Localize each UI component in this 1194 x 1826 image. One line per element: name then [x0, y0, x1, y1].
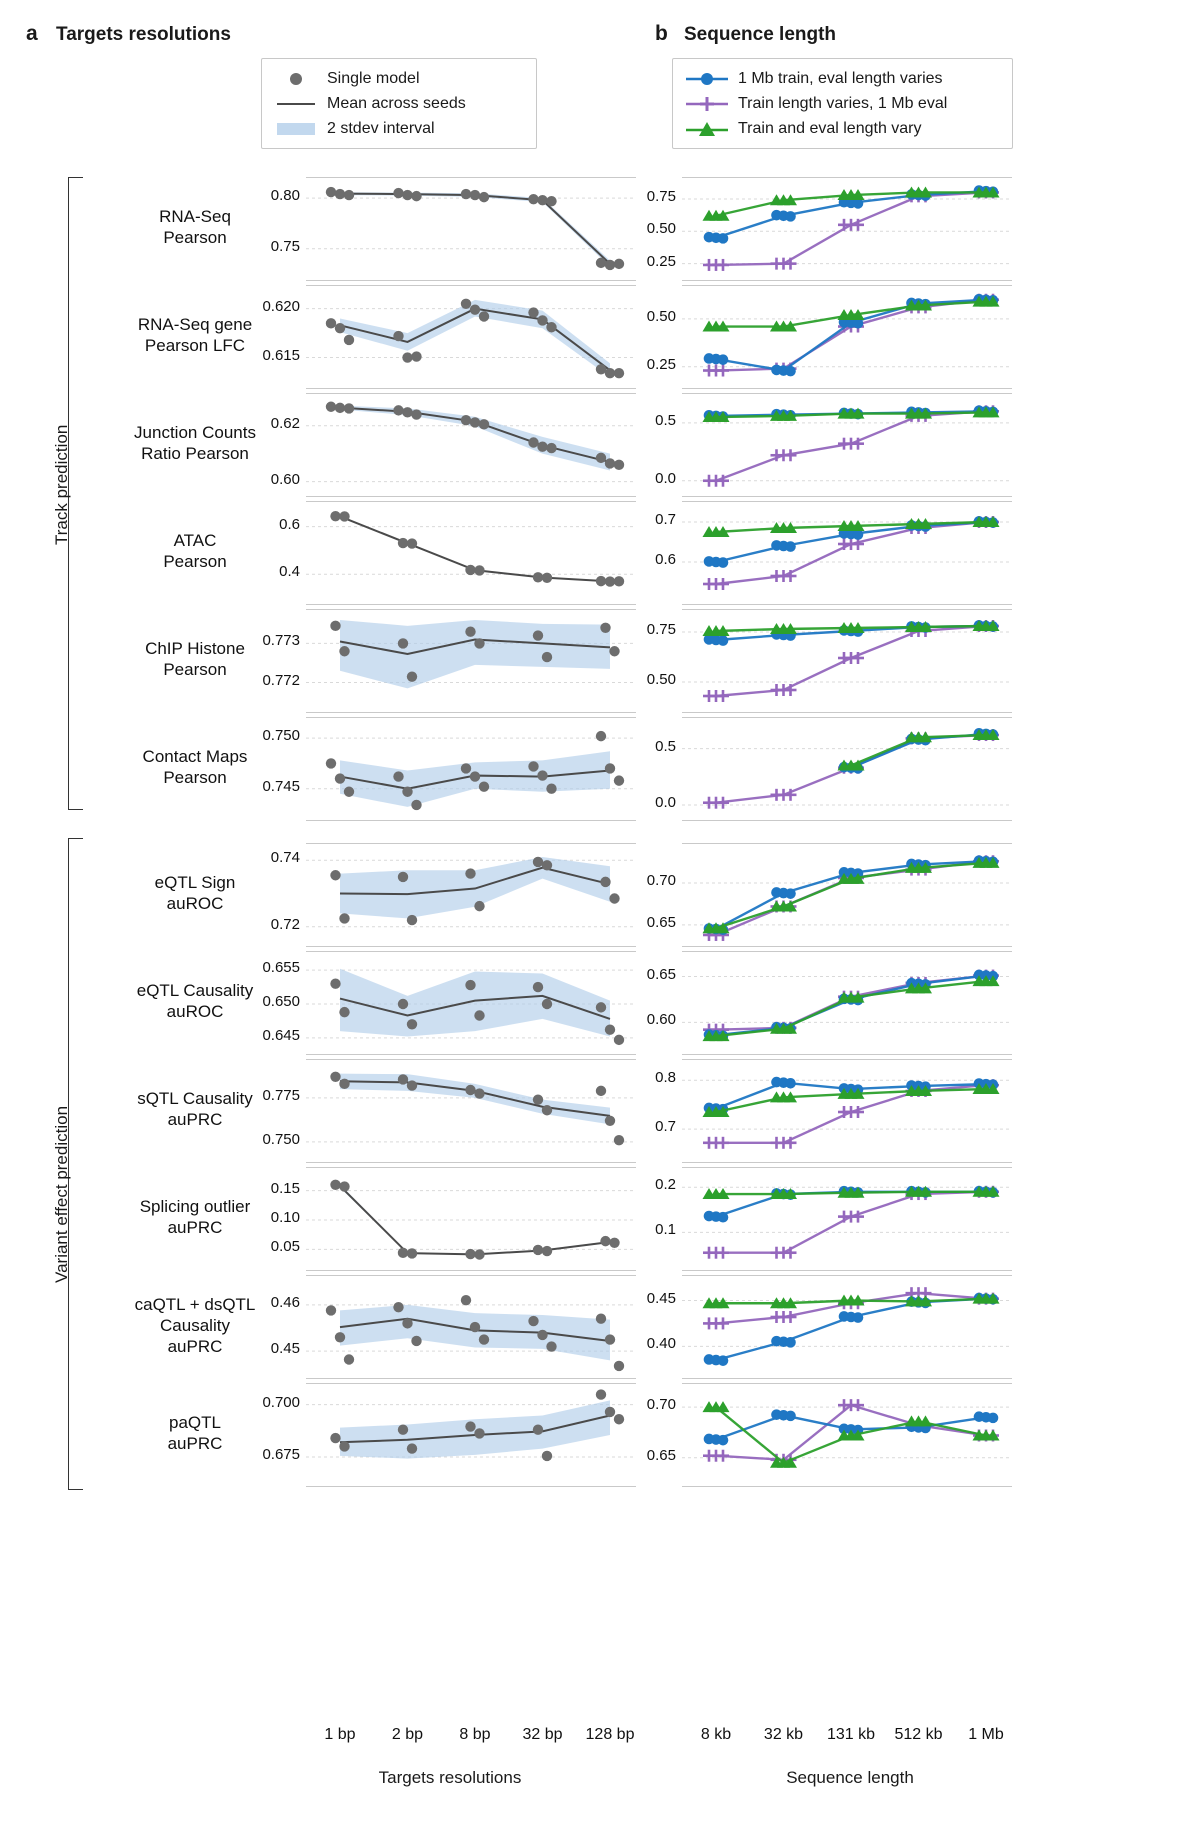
- y-tick-label: 0.6: [655, 551, 676, 568]
- mean-line-icon: [274, 98, 318, 110]
- y-tick-label: 0.80: [270, 187, 300, 205]
- y-tick-label: 0.615: [262, 346, 300, 364]
- group-label-track-prediction: Track prediction: [52, 424, 71, 545]
- x-tick-label-a: 8 bp: [459, 1726, 491, 1743]
- row-label-line: Splicing outlier: [139, 1197, 251, 1216]
- row-label-line: auROC: [166, 1002, 224, 1022]
- y-tick-label: 0.750: [262, 727, 300, 745]
- y-tick-label: 0.2: [655, 1176, 676, 1194]
- y-tick-label: 0.1: [655, 1221, 676, 1239]
- row-label: [95, 872, 295, 915]
- y-tick-label: 0.65: [646, 1446, 676, 1464]
- row-label-line: Pearson: [163, 660, 227, 680]
- row-label-line: auPRC: [167, 1218, 223, 1238]
- y-tick-label: 0.7: [655, 511, 676, 528]
- row-label-line: auPRC: [167, 1434, 223, 1454]
- y-tick-label: 0.50: [646, 671, 676, 688]
- y-tick-label: 0.7: [655, 1118, 676, 1136]
- subplot-b: [682, 1167, 1012, 1271]
- y-tick-label: 0.775: [262, 1086, 300, 1104]
- y-tick-label: 0.0: [655, 469, 676, 487]
- y-tick-label: 0.75: [646, 621, 676, 638]
- legend-label: 2 stdev interval: [327, 119, 435, 137]
- row-label-line: ChIP Histone: [145, 639, 245, 658]
- y-tick-label: 0.773: [262, 632, 300, 650]
- y-tick-label: 0.5: [655, 737, 676, 755]
- y-tick-label: 0.655: [262, 959, 300, 977]
- y-tick-label: 0.675: [262, 1445, 300, 1463]
- y-tick-label: 0.40: [646, 1335, 676, 1353]
- y-tick-label: 0.645: [262, 1026, 300, 1044]
- y-tick-label: 0.4: [279, 563, 300, 581]
- row-label-line: auPRC: [167, 1337, 223, 1356]
- subplot-a: [306, 177, 636, 281]
- subplot-a: [306, 501, 636, 605]
- x-tick-label-a: 32 bp: [522, 1726, 563, 1743]
- y-tick-label: 0.8: [655, 1069, 676, 1087]
- row-label-line: ATAC: [173, 531, 217, 550]
- subplot-b: [682, 1383, 1012, 1487]
- panel-b-tag: b: [655, 22, 668, 45]
- group-label-variant-effect-prediction: Variant effect prediction: [52, 1105, 71, 1283]
- subplot-b: [682, 1275, 1012, 1379]
- panel-b-title: Sequence length: [684, 24, 837, 45]
- x-tick-label-b: 8 kb: [700, 1726, 732, 1743]
- subplot-a: [306, 843, 636, 947]
- y-tick-label: 0.745: [262, 777, 300, 795]
- y-tick-label: 0.45: [270, 1340, 300, 1358]
- row-label-line: Pearson LFC: [144, 336, 246, 356]
- row-label-line: Ratio Pearson: [141, 444, 249, 464]
- row-label-line: auROC: [166, 894, 224, 914]
- y-tick-label: 0.05: [270, 1238, 300, 1256]
- subplot-b: [682, 717, 1012, 821]
- subplot-a: [306, 1167, 636, 1271]
- legend-label: Train length varies, 1 Mb eval: [738, 94, 948, 112]
- subplot-b: [682, 501, 1012, 605]
- y-tick-label: 0.72: [270, 915, 300, 933]
- row-label-line: Pearson: [163, 228, 227, 248]
- row-label-line: sQTL Causality: [137, 1089, 253, 1108]
- subplot-b: [682, 843, 1012, 947]
- y-tick-label: 0.700: [262, 1393, 300, 1411]
- legend-item: [685, 116, 1000, 141]
- subplot-a: [306, 1275, 636, 1379]
- x-tick-label-b: 32 kb: [763, 1726, 804, 1743]
- legend-item: [685, 66, 1000, 91]
- x-tick-label-a: 2 bp: [391, 1726, 424, 1743]
- legend-item: [274, 116, 524, 141]
- row-label-line: Junction Counts: [134, 423, 256, 442]
- subplot-a: [306, 393, 636, 497]
- y-tick-label: 0.50: [646, 220, 676, 238]
- subplot-a: [306, 1383, 636, 1487]
- legend-label: Single model: [327, 69, 420, 87]
- row-label-line: caQTL + dsQTL: [134, 1294, 256, 1314]
- plus-marker-icon: [685, 96, 729, 112]
- y-tick-label: 0.6: [279, 515, 300, 533]
- row-label-line: eQTL Sign: [154, 873, 236, 892]
- legend-item: [274, 91, 524, 116]
- subplot-b: [682, 609, 1012, 713]
- x-tick-label-a: 1 bp: [324, 1726, 356, 1743]
- panel-a-xaxis-title: Targets resolutions: [378, 1768, 522, 1787]
- y-tick-label: 0.772: [262, 671, 300, 689]
- subplot-a: [306, 1059, 636, 1163]
- y-tick-label: 0.15: [270, 1179, 300, 1197]
- y-tick-label: 0.46: [270, 1293, 300, 1311]
- subplot-b: [682, 1059, 1012, 1163]
- row-label-line: RNA-Seq: [159, 207, 231, 226]
- row-label-line: Pearson: [163, 768, 227, 788]
- y-tick-label: 0.75: [270, 237, 300, 255]
- triangle-marker-icon: [685, 121, 729, 137]
- legend-item: [274, 66, 524, 91]
- subplot-a: [306, 951, 636, 1055]
- subplot-a: [306, 717, 636, 821]
- y-tick-label: 0.0: [655, 793, 676, 811]
- legend-label: Train and eval length vary: [738, 119, 922, 137]
- y-tick-label: 0.70: [646, 1396, 676, 1414]
- y-tick-label: 0.5: [655, 411, 676, 429]
- y-tick-label: 0.62: [270, 414, 300, 432]
- stdev-band-icon: [274, 121, 318, 137]
- subplot-a: [306, 609, 636, 713]
- y-tick-label: 0.25: [646, 355, 676, 373]
- circle-marker-icon: [685, 71, 729, 87]
- legend-panel-b: [672, 58, 1013, 149]
- subplot-b: [682, 177, 1012, 281]
- row-label-line: Pearson: [163, 552, 227, 572]
- single-model-dot-icon: [274, 70, 318, 88]
- row-label-line: RNA-Seq gene: [137, 315, 253, 334]
- y-tick-label: 0.60: [646, 1011, 676, 1029]
- subplot-b: [682, 393, 1012, 497]
- y-tick-label: 0.50: [646, 307, 676, 325]
- legend-item: [685, 91, 1000, 116]
- row-label-line: paQTL: [169, 1413, 221, 1432]
- y-tick-label: 0.74: [270, 849, 300, 867]
- x-tick-label-a: 128 bp: [585, 1726, 635, 1743]
- panel-a-title: Targets resolutions: [56, 24, 231, 45]
- y-tick-label: 0.65: [646, 965, 676, 983]
- y-tick-label: 0.750: [262, 1130, 300, 1148]
- x-tick-label-b: 512 kb: [894, 1726, 943, 1743]
- row-label-line: Contact Maps: [142, 747, 248, 766]
- y-tick-label: 0.620: [262, 297, 300, 315]
- row-label-line: eQTL Causality: [136, 981, 254, 1000]
- y-tick-label: 0.45: [646, 1289, 676, 1307]
- subplot-a: [306, 285, 636, 389]
- legend-label: 1 Mb train, eval length varies: [738, 69, 943, 87]
- panel-a-tag: a: [26, 22, 38, 45]
- subplot-b: [682, 951, 1012, 1055]
- subplot-b: [682, 285, 1012, 389]
- row-label-line: auPRC: [167, 1110, 223, 1130]
- y-tick-label: 0.60: [270, 470, 300, 488]
- legend-panel-a: [261, 58, 537, 149]
- legend-label: Mean across seeds: [327, 94, 466, 112]
- y-tick-label: 0.65: [646, 913, 676, 931]
- x-tick-label-b: 131 kb: [826, 1726, 876, 1743]
- panel-b-xaxis-title: Sequence length: [786, 1768, 914, 1787]
- row-label-line: Causality: [160, 1315, 230, 1335]
- y-tick-label: 0.75: [646, 187, 676, 205]
- y-tick-label: 0.10: [270, 1209, 300, 1226]
- y-tick-label: 0.650: [262, 993, 300, 1010]
- y-tick-label: 0.70: [646, 872, 676, 889]
- x-tick-label-b: 1 Mb: [968, 1726, 1004, 1743]
- y-tick-label: 0.25: [646, 252, 676, 270]
